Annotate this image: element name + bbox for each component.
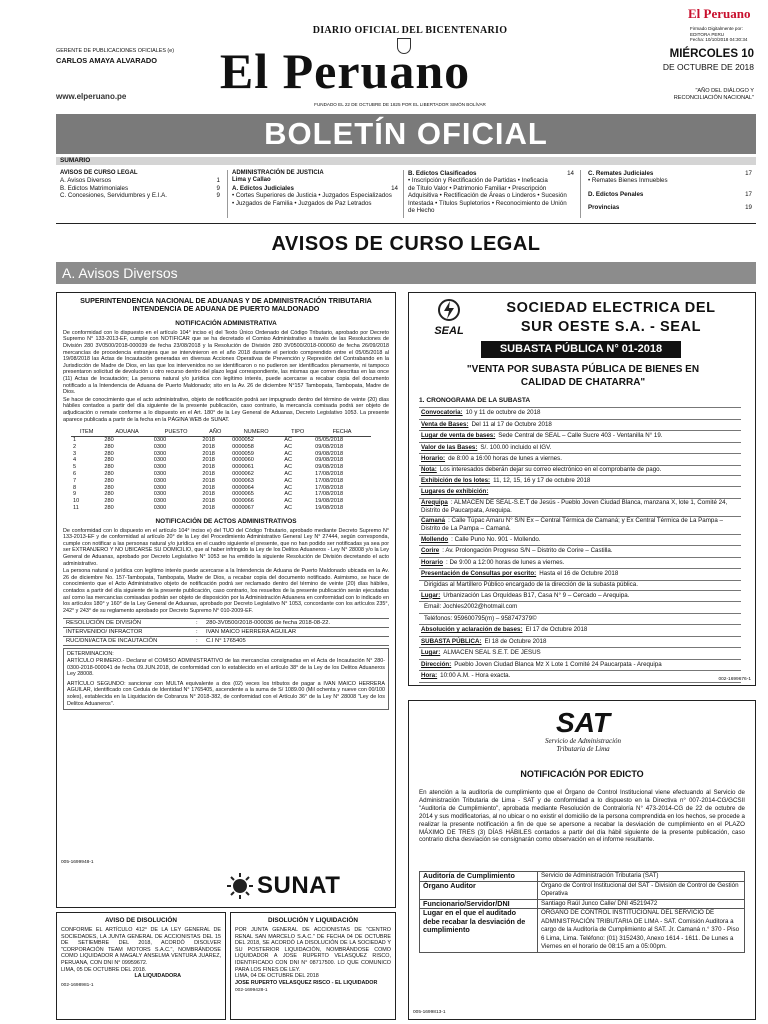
table-cell: 0300: [153, 498, 167, 505]
table-cell: 0300: [153, 457, 167, 464]
table-cell: 0000066: [232, 498, 254, 505]
table-cell: 3: [73, 450, 77, 457]
table-cell: 05/05/2018: [315, 436, 344, 443]
date-weekday: MIÉRCOLES 10: [669, 48, 754, 60]
cronograma-row: Nota: Los interesados deberán dejar su correo electrónico en el comprobante de pago.: [419, 466, 741, 476]
table-row: [71, 491, 371, 498]
table-cell: 09/08/2018: [315, 464, 344, 471]
sat-body: En atención a la auditoría de cumplimiento que el Órgano de Control Institucional viene efectuando al Servicio de Administración Tributaria de Lima - SAT y de conformidad a lo dispuesto en la Directiva n° 007-2014-CG/GCSII "Auditoría de Cumplimiento", aprobada mediante Resolución de Contraloría N° 473-2014-CG de 22 de octubre de 2014 y sus modificatorias, al no ubicar o no existir el domicilio de la persona comprendida en los hechos, se procede a realizar la presente notificación a fin de que se apersone a recabar la desviación de cumplimiento en el PLAZO MÁXIMO DE TRES (3) DÍAS HÁBILES contados a partir del día hábil siguiente de la presente publicación, caso contrario dicha desviación se consignarán como observación en el informe resultante.: [419, 789, 745, 844]
table-row: [71, 485, 371, 492]
sumario-label: SUMARIO: [60, 157, 91, 164]
table-cell: 280: [104, 464, 114, 471]
table-cell: 0300: [153, 484, 167, 491]
cronograma-row: Mollendo : Calle Puno No. 901 - Mollendo.: [419, 535, 741, 547]
cronograma-row: Hora: 10:00 A.M. - Hora exacta.: [419, 671, 741, 683]
disolucion-liquidacion-notice: DISOLUCIÓN Y LIQUIDACIÓN POR JUNTA GENERAL DE ACCIONISTAS DE "CENTRO RENAL SAN MARCELO S.A.C." DE FECHA 04 DE OCTUBRE DEL 2018, SE ACORDÓ LA DISOLUCIÓN DE LA SOCIEDAD Y SU POSTERIOR LIQUIDACIÓN, NOMBRÁNDOSE COMO LIQUIDADOR A JOSE RUPERTO VELASQUEZ RISCO, IDENTIFICADO CON DNI N° 08717500. LO QUE COMUNICO PARA LOS FINES DE LEY. LIMA, 04 DE OCTUBRE DEL 2018 JOSE RUPERTO VELASQUEZ RISCO - EL LIQUIDADOR 002-1699428-1: [230, 912, 396, 1020]
table-cell: 4: [73, 457, 77, 464]
table-cell: AC: [284, 450, 293, 457]
table-cell: 2: [73, 443, 77, 450]
table-cell: AC: [284, 457, 293, 464]
table-cell: 280: [104, 477, 114, 484]
cronograma-row: Horario: de 8:00 a 16:00 horas de lunes a viernes.: [419, 454, 741, 466]
cronograma-row: Dirección: Pueblo Joven Ciudad Blanca Mz X Lote 1 Comité 24 Paucarpata - Arequipa: [419, 660, 741, 672]
table-row: [71, 471, 371, 478]
field-row: RUC/DNI/ACTA DE INCAUTACIÓN : C.I N° 1765405: [63, 637, 389, 646]
table-cell: 2018: [202, 484, 215, 491]
gerente-label: GERENTE DE PUBLICACIONES OFICIALES (e): [56, 48, 175, 54]
table-cell: 0300: [153, 504, 167, 511]
sat-code: 005-1699813-1: [413, 1010, 446, 1015]
table-cell: 0300: [153, 491, 167, 498]
table-row: [71, 436, 371, 443]
table-cell: 0000061: [232, 464, 254, 471]
venta-title: "VENTA POR SUBASTA PÚBLICA DE BIENES EN CALIDAD DE CHATARRA": [466, 364, 700, 388]
table-cell: 2018: [202, 464, 215, 471]
table-cell: 280: [104, 450, 114, 457]
table-cell: 280: [104, 484, 114, 491]
sunat-notice: [56, 292, 396, 908]
table-cell: 0300: [153, 470, 167, 477]
boletin-title: BOLETÍN OFICIAL: [264, 116, 548, 151]
sumario-col-clasificados: B. Edictos Clasificados 14 • Inscripción y Rectificación de Partidas • Ineficacia de Título Valor • Patrimonio Familiar • Prescripción Adquisitiva • Rectificación de Áreas o Linderos • Sucesión Intestada • Títulos Supletorios • Reconocimiento de Unión de Hecho: [408, 170, 574, 215]
cronograma-row: SUBASTA PÚBLICA: El 18 de Octubre 2018: [419, 637, 741, 649]
sumario-link[interactable]: D. Edictos Penales: [588, 190, 644, 198]
cronograma-row: Lugar: Urbanización Las Orquídeas B17, Casa N° 9 – Cercado – Arequipa.: [419, 591, 741, 603]
table-cell: 280: [104, 457, 114, 464]
table-cell: 0300: [153, 477, 167, 484]
field-row: RESOLUCIÓN DE DIVISIÓN : 280-3V0500/2018-000036 de fecha 2018-08-22.: [63, 619, 389, 628]
cronograma-row: Exhibición de los lotes: 11, 12, 15, 16 y 17 de octubre 2018: [419, 476, 741, 488]
determinacion-box: DETERMINACION: ARTÍCULO PRIMERO.- Declarar el COMISO ADMINISTRATIVO de las mercancías consignadas en el Acta de Incautación N° 280-0300-2018-000041 de fecha 09.JUN.2018, de conformidad con lo establecido en el artículo 38° de la Ley de los Delitos Aduaneros Ley 28008. ARTÍCULO SEGUNDO: sancionar con MULTA equivalente a dos (02) veces los tributos de pagar a IVAN MAICO HERRERA AGUILAR, identificado con Cedula de Identidad N° 1765405, ascendente a la suma de S/ 1089.00 (Mil ochenta y nueve con 00/100 soles), establecida en la Liquidación de Cobranza N° 2018-382, de conformidad con el Artículo 36° de la Ley N° 28008 "Ley de los Delitos Aduaneros".: [63, 648, 389, 710]
notice-paragraph: De conformidad con lo dispuesto en el artículo 104° inciso e) del TUO del Código Tributario, aprobado mediante Decreto Supremo N° 133-2013-EF y de conformidad al artículo 20° de la Ley del Procedimiento Administrativo General Ley N° 27444, según corresponda, cumple con notificar a las personas natural y/o jurídica en el cuadro siguiente el presente, que no han podido ser notificadas ya sea por ser EXTRANJERO Y NO UBICARSE SU DOMICILIO, que al haber infringido la Ley de los Delitos Aduaneros - Ley N° 28008 y/o la Ley General de Aduanas, aprobado por Decreto Legislativo N° 1053 se ha emitido la siguiente Resolución de División decretando el acto administrativo.: [63, 527, 389, 567]
sumario-divider: [403, 170, 404, 218]
table-row: [71, 451, 371, 458]
sumario-divider: [227, 170, 228, 218]
notice-heading: NOTIFICACIÓN DE ACTOS ADMINISTRATIVOS: [155, 517, 297, 525]
sumario-link[interactable]: C. Concesiones, Servidumbres y E.I.A.: [60, 192, 167, 200]
table-cell: 09/08/2018: [315, 457, 344, 464]
table-cell: AC: [284, 436, 293, 443]
notice-title: SUPERINTENDENCIA NACIONAL DE ADUANAS Y DE ADMINISTRACIÓN TRIBUTARIA: [80, 296, 372, 305]
table-cell: 0300: [153, 450, 167, 457]
table-cell: 17/08/2018: [315, 491, 344, 498]
table-row: Funcionario/Servidor/DNI Santiago Raúl Junco Calle/ DNI 45219472: [420, 899, 745, 909]
table-cell: 0000065: [232, 491, 254, 498]
table-cell: 0300: [153, 436, 167, 443]
cronograma-row: Email: Jochles2002@hotmail.com: [419, 602, 741, 614]
table-row: Lugar en el que el auditado debe recabar la desviación de cumplimiento ÓRGANO DE CONTROL INSTITUCIONAL DEL SERVICIO DE ADMINISTRACIÓN TRIBUTARIA DE LIMA - SAT. Comisión Auditora a cargo de la Auditoría de Cumplimiento al SAT. Jr. Camaná n.° 370 - Piso 6 Lima, Lima. Teléfono: (01) 3152430, Anexo 1614 - 1611. De Lunes a Viernes en el horario de 08:15 am a 05:00pm.: [420, 909, 745, 953]
table-cell: 2018: [202, 436, 215, 443]
table-cell: 0000067: [232, 504, 254, 511]
seal-bolt-icon: [437, 299, 461, 321]
sumario-col-remates: C. Remates Judiciales 17 • Remates Bienes Inmuebles D. Edictos Penales 17 Provincias 19: [588, 170, 752, 212]
table-cell: 19/08/2018: [315, 504, 344, 511]
table-cell: 0300: [153, 443, 167, 450]
table-cell: 19/08/2018: [315, 498, 344, 505]
section-bar-label: A. Avisos Diversos: [62, 265, 178, 281]
cronograma-row: Camaná : Calle Túpac Amaru N° S/N Ex – Central Térmica de Camaná; y Ex Central Térmica de La Pampa – Distrito de La Pampa – Camaná.: [419, 517, 741, 535]
seal-notice: [408, 292, 756, 686]
table-cell: 0000062: [232, 470, 254, 477]
sunat-logo: SUNAT: [227, 871, 340, 901]
table-cell: 9: [73, 491, 77, 498]
website-link[interactable]: www.elperuano.pe: [56, 92, 127, 101]
cronograma-row: Absolución y aclaración de bases: El 17 de Octubre 2018: [419, 625, 741, 637]
table-cell: 2018: [202, 457, 215, 464]
table-cell: 7: [73, 477, 77, 484]
table-cell: 0000058: [232, 443, 254, 450]
cronograma-row: Horario : De 9:00 a 12:00 horas de lunes a viernes.: [419, 558, 741, 570]
table-cell: 280: [104, 436, 114, 443]
cronograma-row: Valor de las Bases: S/. 100.00 incluido el IGV.: [419, 443, 741, 455]
table-cell: AC: [284, 484, 293, 491]
incautacion-table: [71, 429, 371, 512]
notice-paragraph: De conformidad con lo dispuesto en el artículo 104° inciso e) del Texto Único Ordenado del Código Tributario, aprobado por Decreto Supremo N° 133-2013-EF, cumple con NOTIFICAR que se ha decretado el Comiso Administrativo a través de las Resoluciones de División 280 3V0500/2018-000039 de fecha 23/08/2018 y la Resolución de División 280 3V0500/2018-000060 de fecha 26/09/2018 mercancías de procedencia extranjera que se intervinieron en el año 2018 durante el periodo comprendido entre el 05/05/2018 al 19/08/2018 las Actas de Incautación generadas en diversas Acciones Operativas de Prevención y Represión del Contrabando en la Jurisdicción de Madre de Dios, en las que los intervenidos no se identificaron o no pudieron ser identificados plenamente, ni tampoco presentaron solicitud de devolución u otro recurso dentro del plazo legal correspondiente, las mismas que corren descritas en las once (11) Actas de Incautación; La persona natural y/o jurídica con legítimo interés, puede acercarse a recabar copia del documento notificado a la Intendencia de Aduana de Puerto Maldonado; sito en la Av. 26 de diciembre N°157 Tambopata, Tambopata, Madre de Dios.: [63, 329, 389, 396]
sumario-col-justicia: ADMINISTRACIÓN DE JUSTICIA Lima y Callao A. Edictos Judiciales 14 • Cortes Superiores de Justicia • Juzgados Especializados • Juzgados de Familia • Juzgados de Paz Letrados: [232, 170, 398, 207]
table-cell: 10: [73, 498, 80, 505]
table-cell: 2018: [202, 470, 215, 477]
sumario-link[interactable]: Provincias: [588, 204, 620, 212]
table-cell: 280: [104, 504, 114, 511]
notice-code: 005-1699948-1: [61, 860, 94, 866]
sumario-bar: [56, 157, 756, 165]
seal-company: SOCIEDAD ELECTRICA DEL SUR OESTE S.A. - SEAL: [506, 300, 716, 335]
date-month-year: DE OCTUBRE DE 2018: [662, 62, 754, 72]
cronograma-row: Dirigidas al Martillero Público encargado de la dirección de la subasta pública.: [419, 581, 741, 591]
table-row: Auditoría de Cumplimiento Servicio de Administración Tributaria (SAT): [420, 872, 745, 882]
gerente-name: CARLOS AMAYA ALVARADO: [56, 56, 158, 65]
cronograma-row: Arequipa : ALMACÉN DE SEAL-S.E.T de Jesús - Pueblo Joven Ciudad Blanca, manzana X, lote 1, Comité 24, Distrito de Paucarpata, Arequipa.: [419, 499, 741, 517]
year-motto: "AÑO DEL DIÁLOGO Y RECONCILIACIÓN NACIONAL": [673, 88, 754, 101]
table-cell: 280: [104, 443, 114, 450]
notice-paragraph: Se hace de conocimiento que el acto administrativo, objeto de notificación podrá ser impugnado dentro del término de veinte (20) días hábiles contados a partir del día siguiente de la presente publicación, caso contrario, la mercancía comisada podrá ser objeto de adjudicación o remate conforme a lo dispuesto en el Art. 180° de la Ley General de Aduanas, Decreto Legislativo 1053. La presente aparece publicada a partir de la fecha en la PÁGINA WEB de SUNAT.: [63, 396, 389, 423]
table-cell: 0000060: [232, 457, 254, 464]
table-row: [71, 498, 371, 505]
masthead-title: El Peruano: [219, 43, 471, 99]
resolution-fields: [63, 618, 389, 646]
cronograma-grid: [419, 407, 741, 683]
table-row: [71, 457, 371, 464]
table-cell: 17/08/2018: [315, 470, 344, 477]
table-cell: 11: [73, 504, 79, 511]
table-cell: 2018: [202, 498, 215, 505]
table-cell: 0000063: [232, 477, 254, 484]
sat-table: [419, 871, 745, 953]
sumario-link[interactable]: C. Remates Judiciales: [588, 170, 654, 177]
table-cell: 0000052: [232, 436, 254, 443]
table-cell: 2018: [202, 450, 215, 457]
table-cell: AC: [284, 498, 293, 505]
table-row: [71, 464, 371, 471]
subasta-banner: SUBASTA PÚBLICA N° 01-2018: [481, 341, 681, 358]
table-cell: AC: [284, 491, 293, 498]
table-cell: 17/08/2018: [315, 484, 344, 491]
table-cell: 0300: [153, 464, 167, 471]
notice-subtitle: INTENDENCIA DE ADUANA DE PUERTO MALDONADO: [132, 304, 320, 314]
table-cell: AC: [284, 477, 293, 484]
table-row: Órgano Auditor Órgano de Control Institucional del SAT - División de Control de Gestión Operativa: [420, 881, 745, 899]
table-cell: 6: [73, 470, 77, 477]
cronograma-row: Lugar: ALMACEN SEAL S.E.T. DE JESUS: [419, 648, 741, 660]
cronograma-row: Lugares de exhibición:: [419, 487, 741, 499]
table-cell: AC: [284, 504, 293, 511]
table-cell: AC: [284, 443, 293, 450]
table-row: [71, 505, 371, 512]
sumario-divider: [580, 170, 581, 218]
table-cell: 1: [73, 436, 77, 443]
table-cell: 280: [104, 498, 114, 505]
cronograma-row: Venta de Bases: Del 11 al 17 de Octubre 2018: [419, 420, 741, 432]
sumario-link[interactable]: A. Edictos Judiciales: [232, 184, 294, 192]
sumario-link[interactable]: B. Edictos Clasificados: [408, 170, 477, 177]
el-peruano-logo: El Peruano: [688, 6, 751, 21]
sumario-link[interactable]: B. Edictos Matrimoniales: [60, 184, 129, 192]
seal-logo: SEAL: [429, 299, 469, 337]
table-cell: 17/08/2018: [315, 477, 344, 484]
table-cell: 8: [73, 484, 77, 491]
seal-code: 002-1699676-1: [718, 677, 751, 682]
table-cell: 0000059: [232, 450, 254, 457]
table-cell: 280: [104, 491, 114, 498]
table-cell: 0000064: [232, 484, 254, 491]
notice-paragraph: La persona natural o jurídica con legítimo interés puede acercarse a la Intendencia de Aduana de Puerto Maldonado ubicada en la Av. 26 de diciembre No. 157-Tambopata, Tambopata, Madre de Dios, a recabar copia del documento notificado. Asimismo, se hace de conocimiento que el Acto Administrativo objeto de notificación podrá ser reclamado dentro del término de veinte (20) días hábiles, contados a partir del día siguiente de la presente publicación, caso contrario, los resueltos de la presente publicación serán ejecutadas así como las mercancías comisadas podrán ser objeto de disposición por la Administración Aduanera en conformidad con lo indicado en los artículos 180° y 160° de la Ley General de Aduanas, aprobado por Decreto Legislativo N° 1053, concordante con los artículos 235°, 242° y 243° de su reglamento aprobado por Decreto Supremo N° 010-2009-EF.: [63, 568, 389, 614]
table-cell: 2018: [202, 477, 215, 484]
section-heading: AVISOS DE CURSO LEGAL: [271, 233, 541, 255]
sat-notice: [408, 700, 756, 1020]
table-cell: 5: [73, 464, 77, 471]
cronograma-label: 1. CRONOGRAMA DE LA SUBASTA: [419, 397, 531, 404]
cronograma-row: Corire : Av. Prolongación Progreso S/N – Distrito de Corire – Castilla.: [419, 546, 741, 558]
table-cell: 09/08/2018: [315, 450, 344, 457]
table-row: [71, 478, 371, 485]
cronograma-row: Convocatoria: 10 y 11 de octubre de 2018: [419, 408, 741, 420]
table-row: [71, 444, 371, 451]
cronograma-row: Teléfonos: 959600795(m) – 958747379©: [419, 614, 741, 626]
table-cell: 2018: [202, 443, 215, 450]
disolucion-notice: AVISO DE DISOLUCIÓN CONFORME EL ARTÍCULO 412° DE LA LEY GENERAL DE SOCIEDADES, LA JUNTA GENERAL DE ACCIONISTAS DEL 15 DE SETIEMBRE DEL 2018, ACORDÓ DISOLVER "CORPORACIÓN TEAM MOTORS S.A.C.", NOMBRÁNDOSE COMO LIQUIDADOR A MAGALY ANSELMA VENTURA JUAREZ, PERUANA, CON DNI N° 09959672. LIMA, 05 DE OCTUBRE DEL 2018. LA LIQUIDADORA 002-1698981-1: [56, 912, 226, 1020]
digital-signature: Firmado Digitalmente por: EDITORA PERU Fecha: 10/10/2018 04:30:34: [690, 26, 748, 43]
cronograma-row: Lugar de venta de bases: Sede Central de SEAL – Calle Sucre 403 - Ventanilla N° 19.: [419, 431, 741, 443]
cronograma-row: Presentación de Consultas por escrito: Hasta el 16 de Octubre 2018: [419, 569, 741, 581]
table-cell: 280: [104, 470, 114, 477]
table-header-row: ITEM ADUANA PUESTO AÑO NUMERO TIPO FECHA: [71, 429, 371, 436]
sumario-col-avisos: AVISOS DE CURSO LEGAL A. Avisos Diversos 1 B. Edictos Matrimoniales 9 C. Concesiones, Servidumbres y E.I.A. 9: [60, 170, 220, 200]
sumario-link[interactable]: A. Avisos Diversos: [60, 177, 112, 185]
table-cell: AC: [284, 464, 293, 471]
table-cell: 09/08/2018: [315, 443, 344, 450]
table-cell: 2018: [202, 491, 215, 498]
notice-heading: NOTIFICACIÓN ADMINISTRATIVA: [175, 319, 277, 327]
sumario-bottom-rule: [56, 223, 756, 224]
diario-label: DIARIO OFICIAL DEL BICENTENARIO: [312, 25, 508, 36]
table-cell: 2018: [202, 504, 215, 511]
sat-logo: SAT Servicio de Administración Tributaria de Lima: [544, 707, 622, 753]
sat-heading: NOTIFICACIÓN POR EDICTO: [520, 769, 644, 779]
sunat-sun-icon: [227, 873, 253, 899]
fundado-line: FUNDADO EL 22 DE OCTUBRE DE 1825 POR EL LIBERTADOR SIMÓN BOLÍVAR: [314, 102, 486, 107]
table-cell: AC: [284, 470, 293, 477]
field-row: INTERVENIDO/ INFRACTOR : IVAN MAICO HERRERA AGUILAR: [63, 628, 389, 637]
